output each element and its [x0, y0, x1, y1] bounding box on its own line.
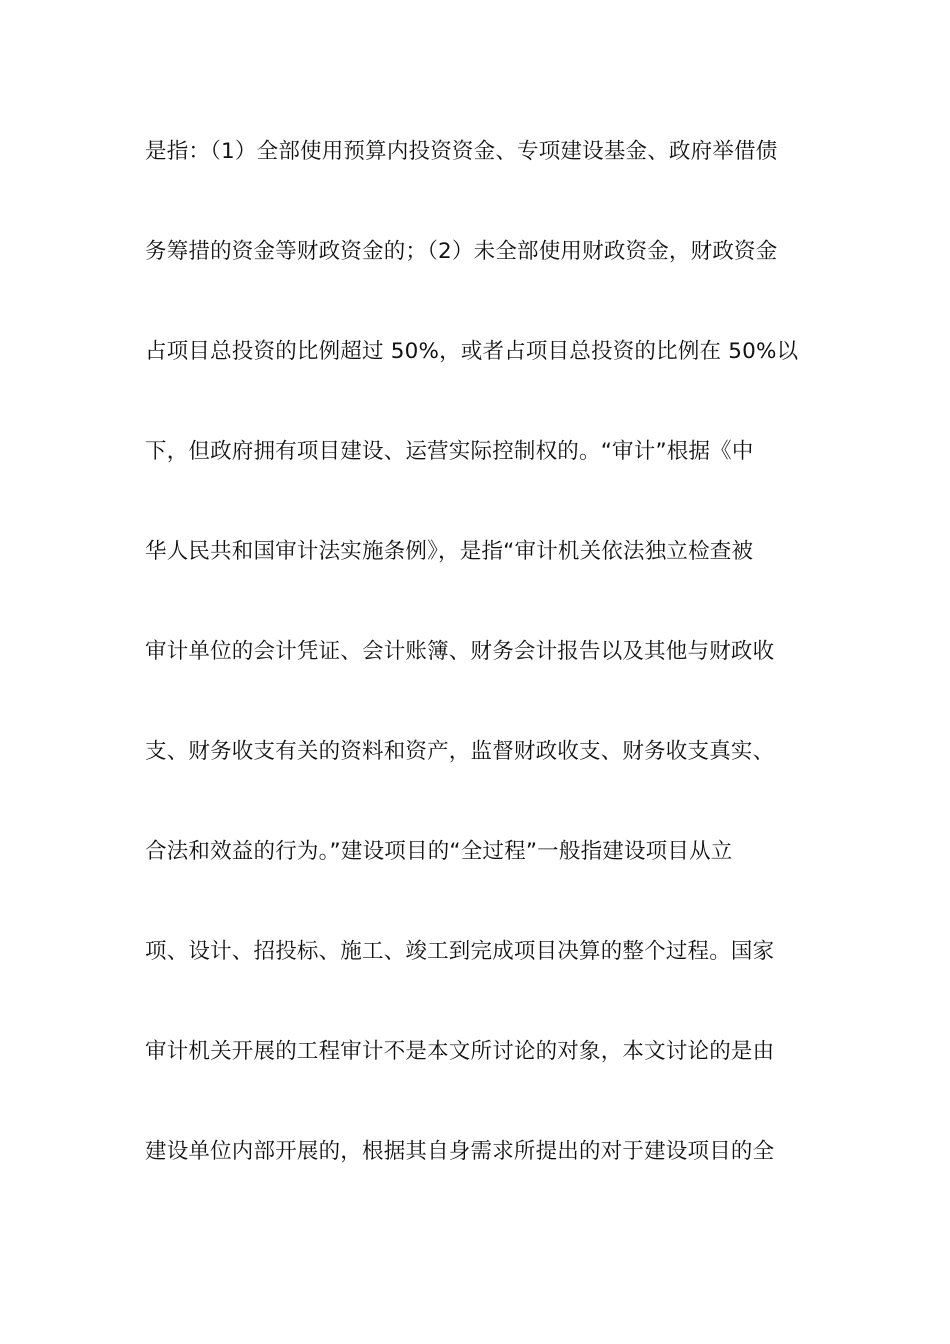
text-line-11: 建设单位内部开展的，根据其自身需求所提出的对于建设项目的全	[145, 1139, 775, 1164]
text-line-6: 审计单位的会计凭证、会计账簿、财务会计报告以及其他与财政收	[145, 639, 775, 664]
text-line-10: 审计机关开展的工程审计不是本文所讨论的对象，本文讨论的是由	[145, 1039, 775, 1064]
text-line-7: 支、财务收支有关的资料和资产，监督财政收支、财务收支真实、	[145, 739, 775, 764]
text-line-8: 合法和效益的行为。”建设项目的“全过程”一般指建设项目从立	[145, 839, 733, 864]
text-line-4: 下，但政府拥有项目建设、运营实际控制权的。“审计”根据《中	[145, 439, 754, 464]
text-line-3: 占项目总投资的比例超过 50%，或者占项目总投资的比例在 50%以	[145, 339, 799, 364]
text-line-5: 华人民共和国审计法实施条例》，是指“审计机关依法独立检查被	[145, 539, 754, 564]
text-line-1: 是指：（1）全部使用预算内投资资金、专项建设基金、政府举借债	[145, 139, 778, 164]
body-text	[145, 128, 815, 1228]
text-line-9: 项、设计、招投标、施工、竣工到完成项目决算的整个过程。国家	[145, 939, 775, 964]
text-line-2: 务筹措的资金等财政资金的；（2）未全部使用财政资金，财政资金	[145, 239, 778, 264]
